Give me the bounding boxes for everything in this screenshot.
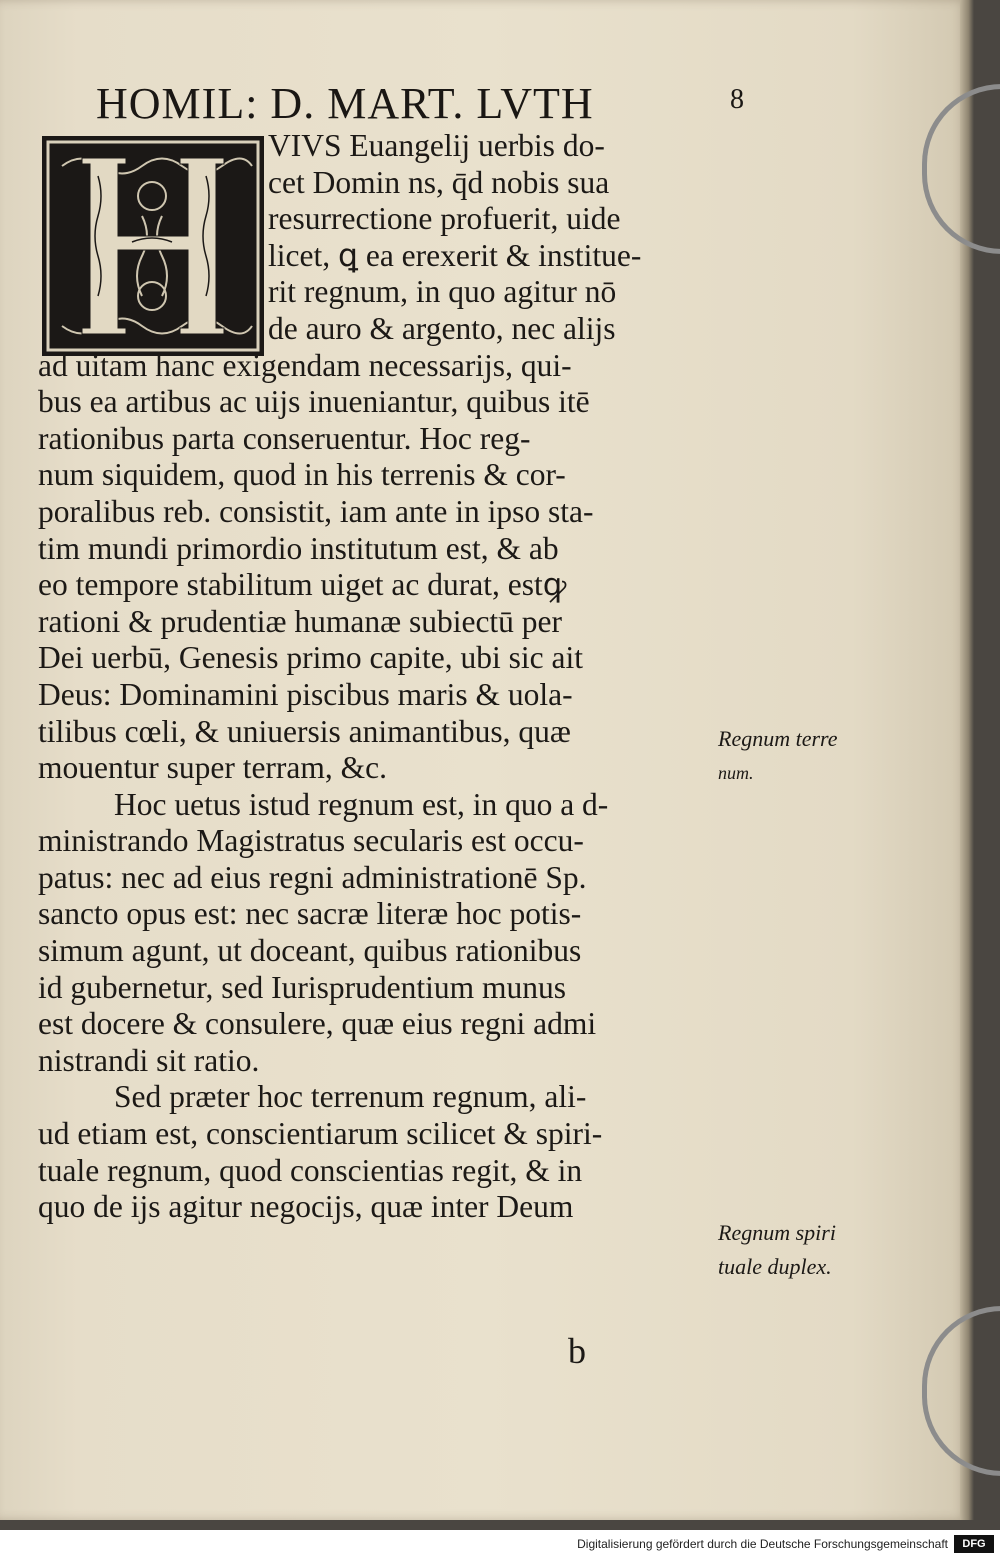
- text-line: rit regnum, in quo agitur nō: [268, 274, 617, 310]
- margin-note: Regnum terre: [718, 726, 838, 751]
- text-line: simum agunt, ut doceant, quibus rationibus: [38, 933, 582, 969]
- running-title: HOMIL: D. MART. LVTH: [96, 79, 594, 128]
- text-line: tuale regnum, quod conscientias regit, & in: [38, 1152, 583, 1188]
- text-line: Deus: Dominamini piscibus maris & uola-: [38, 676, 573, 712]
- text-line: resurrectione profuerit, uide: [268, 201, 621, 237]
- text-line: licet, ꝗ ea erexerit & institue-: [268, 237, 642, 273]
- text-line: sancto opus est: nec sacræ literæ hoc potis-: [38, 896, 582, 932]
- margin-note: num.: [718, 763, 754, 783]
- text-line: tim mundi primordio institutum est, & ab: [38, 530, 559, 566]
- text-line: cet Domin ns, q̄d nobis sua: [268, 164, 610, 200]
- text-line: bus ea artibus ac uijs inueniantur, quibus itē: [38, 384, 590, 420]
- dfg-logo: DFG: [954, 1535, 994, 1553]
- text-line: rationibus parta conseruentur. Hoc reg-: [38, 420, 531, 456]
- folio-signature: 8: [730, 84, 744, 115]
- text-line: Hoc uetus istud regnum est, in quo a d-: [114, 786, 609, 822]
- text-line: quo de ijs agitur negocijs, quæ inter Deum: [38, 1189, 574, 1225]
- catchword: b: [568, 1331, 586, 1371]
- text-line: mouentur super terram, &c.: [38, 750, 388, 786]
- text-line: de auro & argento, nec alijs: [268, 310, 616, 346]
- text-line: Dei uerbū, Genesis primo capite, ubi sic ait: [38, 640, 583, 676]
- text-line: ministrando Magistratus secularis est occu-: [38, 823, 584, 859]
- text-line: est docere & consulere, quæ eius regni admi: [38, 1006, 597, 1042]
- body-text: [38, 128, 718, 1226]
- text-line: poralibus reb. consistit, iam ante in ipso sta-: [38, 493, 594, 529]
- text-line: id gubernetur, sed Iurisprudentium munus: [38, 969, 567, 1005]
- margin-note: Regnum spiri: [718, 1220, 836, 1245]
- text-line: ad uitam hanc exigendam necessarijs, qui-: [38, 347, 572, 383]
- text-line: num siquidem, quod in his terrenis & cor-: [38, 457, 566, 493]
- margin-note: tuale duplex.: [718, 1254, 832, 1279]
- text-line: Sed præter hoc terrenum regnum, ali-: [114, 1079, 587, 1115]
- text-line: eo tempore stabilitum uiget ac durat, estꝙ: [38, 567, 567, 603]
- text-line: rationi & prudentiæ humanæ subiectū per: [38, 603, 563, 639]
- digitization-footer: [0, 1530, 1000, 1558]
- text-line: patus: nec ad eius regni administrationē Sp.: [38, 859, 587, 895]
- funding-notice: Digitalisierung gefördert durch die Deutsche Forschungsgemeinschaft: [577, 1537, 948, 1551]
- text-line: VIVS Euangelij uerbis do-: [268, 128, 605, 163]
- text-line: ud etiam est, conscientiarum scilicet & spiri-: [38, 1116, 603, 1152]
- text-line: nistrandi sit ratio.: [38, 1042, 260, 1078]
- text-line: tilibus cœli, & uniuersis animantibus, quæ: [38, 713, 571, 749]
